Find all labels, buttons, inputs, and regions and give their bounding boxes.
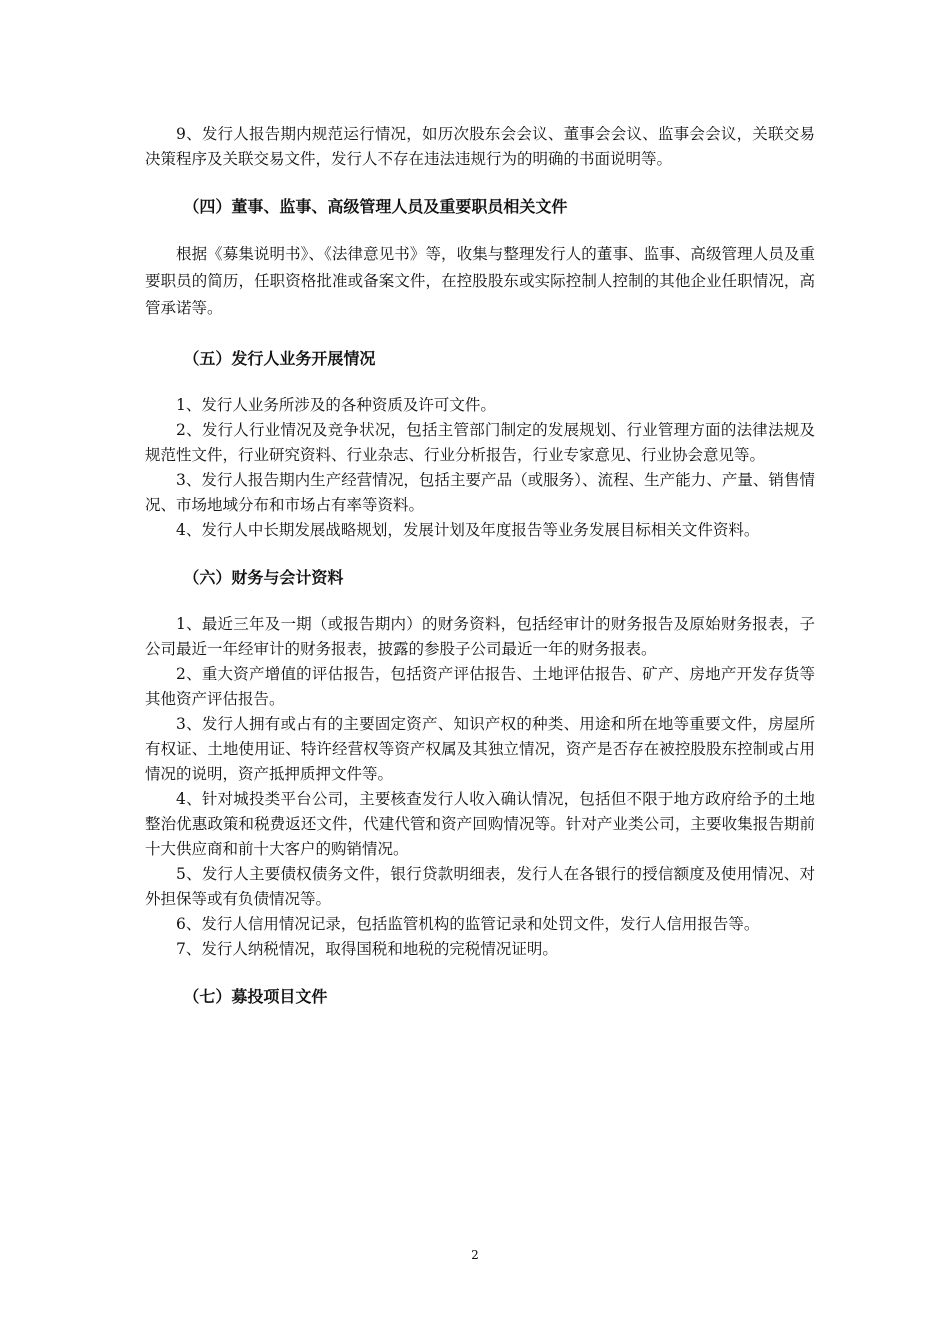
list-item-s6-2: 2、重大资产增值的评估报告，包括资产评估报告、土地评估报告、矿产、房地产开发存货等其他资产评估报告。 <box>145 665 815 708</box>
page-number: 2 <box>471 1248 479 1262</box>
list-item-s6-6: 6、发行人信用情况记录，包括监管机构的监管记录和处罚文件，发行人信用报告等。 <box>176 915 760 933</box>
list-item-s5-4: 4、发行人中长期发展战略规划，发展计划及年度报告等业务发展目标相关文件资料。 <box>176 521 760 539</box>
list-item-s6-7: 7、发行人纳税情况，取得国税和地税的完税情况证明。 <box>176 940 558 958</box>
section-heading-4: （四）董事、监事、高级管理人员及重要职员相关文件 <box>183 197 568 216</box>
paragraph-s4-body: 根据《募集说明书》、《法律意见书》等，收集与整理发行人的董事、监事、高级管理人员及重要职员的简历，任职资格批准或备案文件，在控股股东或实际控制人控制的其他企业任职情况，高管承诺等。 <box>145 245 815 317</box>
list-item-s5-1: 1、发行人业务所涉及的各种资质及许可文件。 <box>176 396 496 414</box>
list-item-s6-1: 1、最近三年及一期（或报告期内）的财务资料，包括经审计的财务报告及原始财务报表，子公司最近一年经审计的财务报表，披露的参股子公司最近一年的财务报表。 <box>145 615 815 658</box>
list-item-s5-2: 2、发行人行业情况及竞争状况，包括主管部门制定的发展规划、行业管理方面的法律法规及规范性文件，行业研究资料、行业杂志、行业分析报告，行业专家意见、行业协会意见等。 <box>145 421 815 464</box>
list-item-s6-3: 3、发行人拥有或占有的主要固定资产、知识产权的种类、用途和所在地等重要文件，房屋所有权证、土地使用证、特许经营权等资产权属及其独立情况，资产是否存在被控股股东控制或占用情况的说明，资产抵押质押文件等。 <box>145 715 815 783</box>
list-item-s5-3: 3、发行人报告期内生产经营情况，包括主要产品（或服务）、流程、生产能力、产量、销售情况、市场地域分布和市场占有率等资料。 <box>145 471 815 514</box>
list-item-s6-4: 4、针对城投类平台公司，主要核查发行人收入确认情况，包括但不限于地方政府给予的土地整治优惠政策和税费返还文件，代建代管和资产回购情况等。针对产业类公司，主要收集报告期前十大供应商和前十大客户的购销情况。 <box>145 790 815 858</box>
page-content <box>145 122 815 1031</box>
section-heading-5: （五）发行人业务开展情况 <box>183 349 376 368</box>
list-item-s6-5: 5、发行人主要债权债务文件，银行贷款明细表，发行人在各银行的授信额度及使用情况、对外担保等或有负债情况等。 <box>145 865 815 908</box>
paragraph-s3-item9: 9、发行人报告期内规范运行情况，如历次股东会会议、董事会会议、监事会会议，关联交易决策程序及关联交易文件，发行人不存在违法违规行为的明确的书面说明等。 <box>145 125 815 168</box>
section-heading-7: （七）募投项目文件 <box>183 987 328 1006</box>
section-heading-6: （六）财务与会计资料 <box>183 568 344 587</box>
